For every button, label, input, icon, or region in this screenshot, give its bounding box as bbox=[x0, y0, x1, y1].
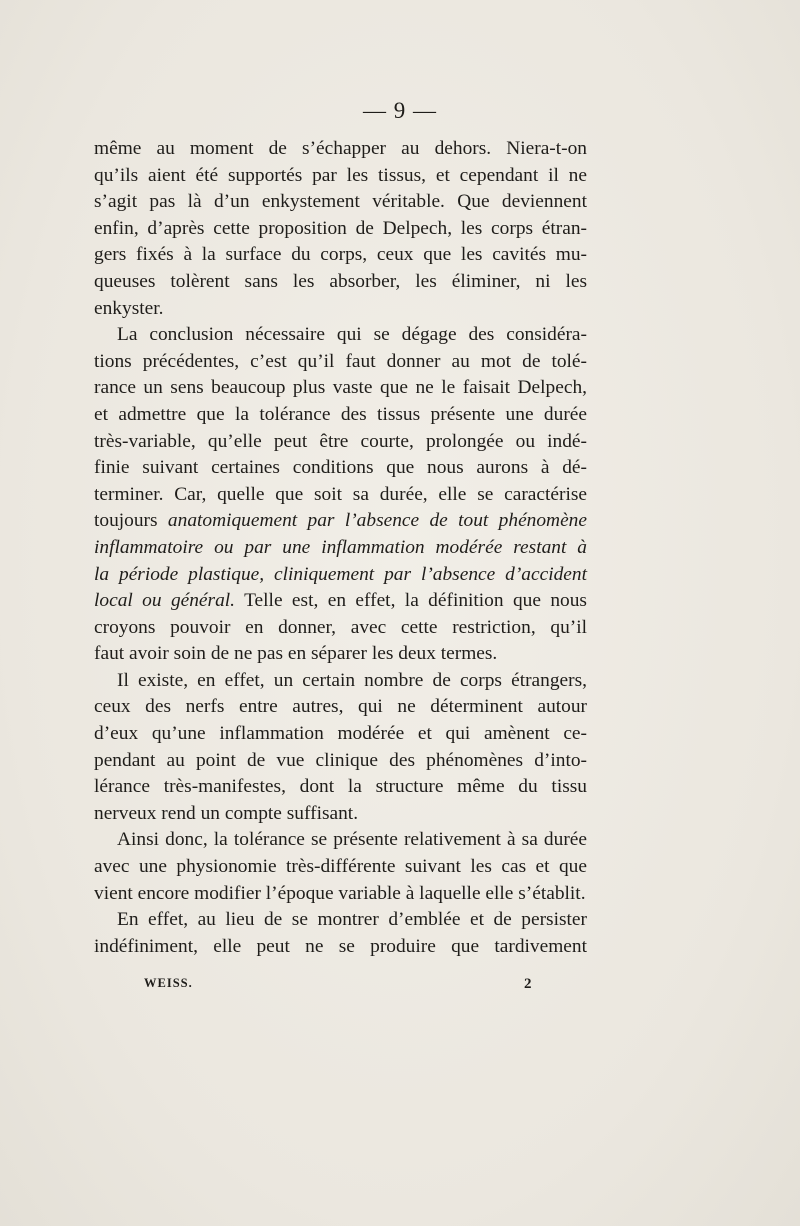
text-line: très-variable, qu’elle peut être courte, prolongée ou indé- bbox=[94, 430, 587, 452]
text-line: Il existe, en effet, un certain nombre de corps étrangers, bbox=[117, 669, 587, 691]
text-line bbox=[94, 535, 587, 562]
italic-segment: local ou général. bbox=[94, 590, 236, 612]
text-line: et admettre que la tolérance des tissus présente une durée bbox=[94, 403, 587, 425]
text-line: ceux des nerfs entre autres, qui ne déterminent autour bbox=[94, 696, 587, 718]
text-line: croyons pouvoir en donner, avec cette restriction, qu’il bbox=[94, 616, 587, 638]
italic-segment: inflammatoire ou par une inflammation modérée restant à bbox=[94, 536, 587, 558]
text-segment: toujours bbox=[94, 510, 168, 532]
text-line: tions précédentes, c’est qu’il faut donner au mot de tolé- bbox=[94, 350, 587, 372]
text-line: d’eux qu’une inflammation modérée et qui amènent ce- bbox=[94, 723, 587, 745]
text-line: queuses tolèrent sans les absorber, les éliminer, ni les bbox=[94, 270, 587, 292]
text-line: La conclusion nécessaire qui se dégage des considéra- bbox=[117, 324, 587, 346]
text-line: pendant au point de vue clinique des phénomènes d’into- bbox=[94, 749, 587, 771]
body-text bbox=[94, 136, 587, 960]
text-line: faut avoir soin de ne pas en séparer les deux termes. bbox=[94, 643, 498, 665]
text-line: qu’ils aient été supportés par les tissus, et cependant il ne bbox=[94, 164, 587, 186]
italic-segment: anatomiquement par l’absence de tout phénomène bbox=[167, 510, 587, 532]
text-line: indéfiniment, elle peut ne se produire que tardivement bbox=[94, 935, 587, 957]
text-line: terminer. Car, quelle que soit sa durée, elle se caractérise bbox=[94, 483, 587, 505]
text-segment: Telle est, en effet, la définition que nous bbox=[235, 590, 587, 612]
text-line: s’agit pas là d’un enkystement véritable. Que deviennent bbox=[94, 191, 587, 213]
text-line: lérance très-manifestes, dont la structure même du tissu bbox=[94, 776, 587, 798]
text-line: avec une physionomie très-différente suivant les cas et que bbox=[94, 856, 587, 878]
text-line: enfin, d’après cette proposition de Delpech, les corps étran- bbox=[94, 217, 587, 239]
text-line: enkyster. bbox=[94, 297, 164, 319]
text-line: nerveux rend un compte suffisant. bbox=[94, 802, 359, 824]
text-line: finie suivant certaines conditions que nous aurons à dé- bbox=[94, 457, 587, 479]
text-line bbox=[94, 588, 587, 615]
text-line bbox=[94, 508, 587, 535]
page-number-header: — 9 — bbox=[363, 98, 437, 123]
sheet-number: 2 bbox=[524, 976, 532, 992]
text-line: vient encore modifier l’époque variable à laquelle elle s’établit. bbox=[94, 882, 586, 904]
printer-signature: WEISS. bbox=[144, 976, 193, 990]
italic-segment: la période plastique, cliniquement par l’absence d’accident bbox=[94, 563, 587, 585]
text-line: Ainsi donc, la tolérance se présente relativement à sa durée bbox=[117, 829, 587, 851]
text-line: gers fixés à la surface du corps, ceux que les cavités mu- bbox=[94, 244, 587, 266]
text-line bbox=[94, 562, 587, 589]
text-line: En effet, au lieu de se montrer d’emblée et de persister bbox=[117, 909, 587, 931]
text-line: même au moment de s’échapper au dehors. Niera-t-on bbox=[94, 138, 587, 159]
text-line: rance un sens beaucoup plus vaste que ne le faisait Delpech, bbox=[94, 377, 587, 399]
